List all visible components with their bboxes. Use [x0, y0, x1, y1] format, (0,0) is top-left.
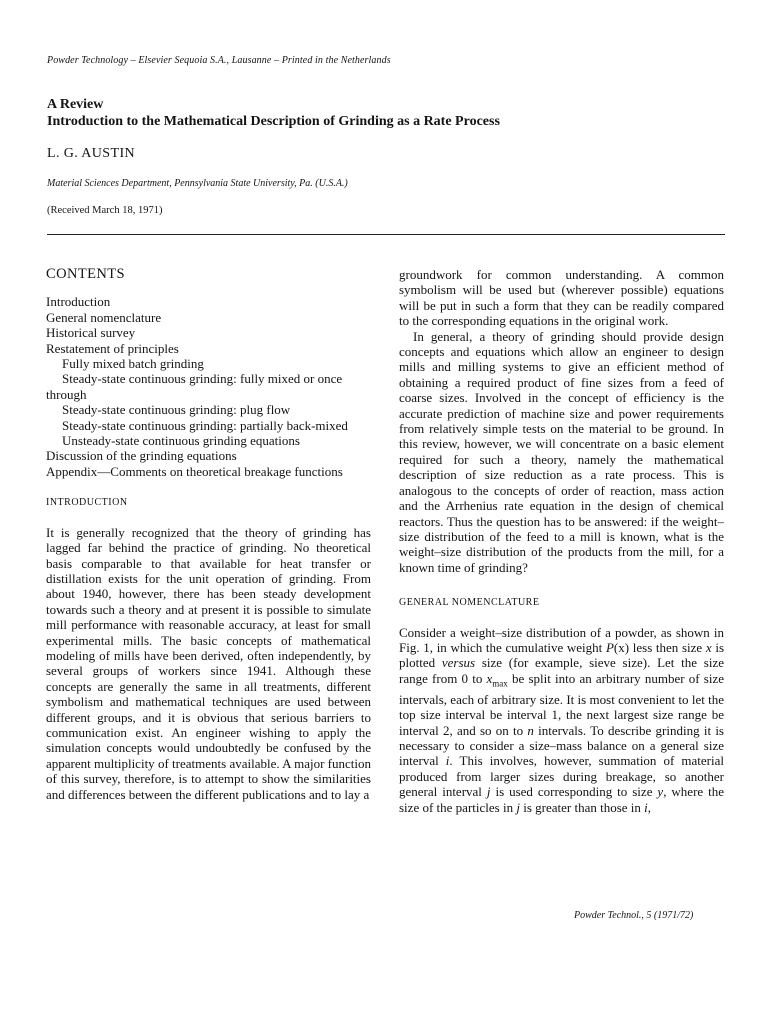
toc-item: Fully mixed batch grinding [62, 356, 204, 372]
text-run: is plotted [399, 639, 725, 671]
author-name: L. G. AUSTIN [47, 146, 136, 161]
text-run: (x) less then size [613, 639, 706, 655]
toc-item: Historical survey [46, 325, 136, 341]
text-run: is greater than those in [519, 799, 645, 815]
symbol-j: j [486, 784, 491, 800]
journal-line: Powder Technology – Elsevier Sequoia S.A., Lausanne – Printed in the Netherlands [47, 55, 391, 66]
text-run: size (for example, sieve size). Let the size range from 0 to [399, 655, 724, 686]
symbol-i: i [644, 799, 648, 815]
article-kicker: A Review [47, 97, 104, 112]
introduction-paragraph-2: In general, a theory of grinding should provide design concepts and equations which allow an engineer to design mills and milling systems to give an efficient method of obtaining a required product of fine sizes from a feed of coarse sizes. Involved in the concept of efficiency is the accurate prediction of machine size and power requirements from relatively simple tests on the material to be ground. In this review, however, we will concentrate on a basic element required for such a theory, namely the mathematical description of size reduction as a rate process. This is analogous to the concepts of order of reaction, mass action and the Arrhenius rate equation in the design of chemical reactors. Thus the question has to be answered: if the weight–size distribution of the feed to a mill is known, what is the weight–size distribution of the products from the mill, for a known time of grinding? [399, 328, 724, 575]
introduction-heading: INTRODUCTION [46, 497, 128, 509]
toc-item: Restatement of principles [46, 340, 179, 356]
text-run: is used corresponding to size [490, 784, 658, 800]
left-column [46, 267, 371, 802]
symbol-n: n [527, 722, 534, 738]
symbol-xmax: x [486, 670, 493, 686]
toc-item: Steady-state continuous grinding: fully mixed or once through [46, 371, 343, 402]
symbol-j: j [516, 799, 520, 815]
introduction-continuation: groundwork for common understanding. A common symbolism will be used but (wherever possible) equations will be put in such a form that they can be readily compared to the corresponding equations in the original work. [399, 267, 724, 329]
symbol-x: x [705, 639, 712, 655]
toc-item: Introduction [46, 294, 111, 310]
footer-citation: Powder Technol., 5 (1971/72) [574, 910, 694, 921]
introduction-paragraph: It is generally recognized that the theory of grinding has lagged far behind the practice of grinding. No theoretical basis comparable to that available for heat transfer or distillation exists for the unit operation of grinding. From about 1940, however, there has been steady development towards such a theory and at present it is possible to simulate mill performance with reasonable accuracy, at least for small experimental mills. The basic concepts of mathematical modeling of mills have been derived, often independently, by several groups of workers since 1941. Although these concepts are generally the same in all treatments, different symbolism and mathematical techniques are used between different groups, and it is obvious that serious barriers to communication exist. An engineer wishing to apply the simulation concepts would undoubtedly be confused by the apparent multiplicity of treatments available. A major function of this survey, therefore, is to attempt to show the similarities and differences between the different publications and to lay a [46, 524, 371, 802]
toc-item: Steady-state continuous grinding: plug flow [62, 402, 291, 418]
contents-heading: CONTENTS [46, 266, 125, 282]
toc-item: General nomenclature [46, 309, 162, 325]
author-affiliation: Material Sciences Department, Pennsylvania State University, Pa. (U.S.A.) [47, 178, 348, 189]
text-run: , where the size of the particles in [399, 784, 724, 815]
symbol-y: y [657, 784, 664, 800]
right-column [399, 267, 724, 815]
text-run: Consider a weight–size distribution of a powder, as shown in Fig. 1, in which the cumulative weight [399, 624, 724, 655]
symbol-i: i [445, 753, 450, 769]
symbol-p: P [605, 639, 614, 655]
toc-item: Discussion of the grinding equations [46, 448, 237, 464]
article-title: Introduction to the Mathematical Description of Grinding as a Rate Process [47, 114, 500, 129]
toc-item: Appendix—Comments on theoretical breakage functions [46, 463, 343, 479]
text-versus: versus [441, 655, 476, 671]
toc-item: Unsteady-state continuous grinding equations [62, 433, 300, 449]
text-run: intervals. To describe grinding it is necessary to consider a size–mass balance on a general size interval [399, 722, 724, 769]
header-rule [47, 234, 725, 235]
text-run: , [647, 799, 652, 815]
toc-item: Steady-state continuous grinding: partially back-mixed [62, 417, 348, 433]
text-run: . This involves, however, summation of material produced from larger sizes during breakage, so another general interval [399, 753, 724, 800]
nomenclature-paragraph [399, 625, 724, 815]
text-run: be split into an arbitrary number of size intervals, each of arbitrary size. It is most convenient to let the top size interval be interval 1, the next largest size range be interval 2, and so on to [399, 670, 724, 738]
received-date: (Received March 18, 1971) [47, 205, 163, 216]
nomenclature-heading: GENERAL NOMENCLATURE [399, 597, 540, 609]
symbol-xmax-subscript: max [492, 678, 508, 689]
table-of-contents [46, 294, 371, 479]
